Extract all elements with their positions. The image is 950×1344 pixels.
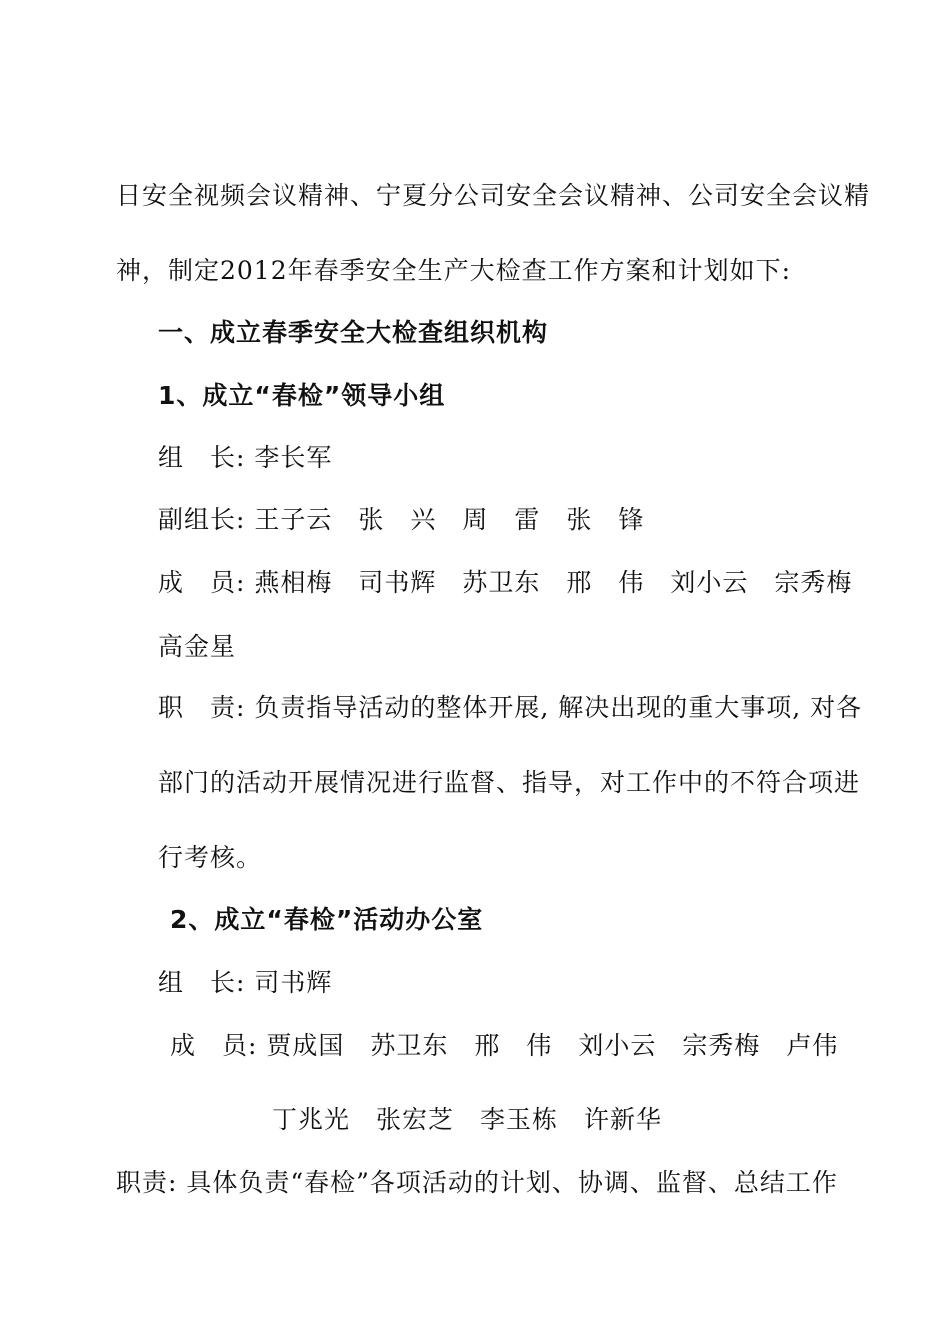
section-heading-organization: 一、成立春季安全大检查组织机构 <box>158 318 549 347</box>
office-duty-line-1: 职责: 具体负责“春检”各项活动的计划、协调、监督、总结工作 <box>116 1168 838 1197</box>
office-leader: 组 长: 司书辉 <box>158 968 333 997</box>
leadership-members-line-1: 成 员: 燕相梅 司书辉 苏卫东 邢 伟 刘小云 宗秀梅 <box>158 568 853 597</box>
leadership-members-line-2: 高金星 <box>158 632 237 661</box>
leadership-duty-line-3: 行考核。 <box>158 843 263 872</box>
leadership-deputy: 副组长: 王子云 张 兴 周 雷 张 锋 <box>158 505 645 534</box>
office-members-line-2: 丁兆光 张宏芝 李玉栋 许新华 <box>272 1105 663 1134</box>
office-members-line-1: 成 员: 贾成国 苏卫东 邢 伟 刘小云 宗秀梅 卢伟 <box>170 1031 839 1060</box>
intro-line-2: 神，制定2012年春季安全生产大检查工作方案和计划如下: <box>116 256 792 285</box>
subheading-leadership-group: 1、成立“春检”领导小组 <box>158 381 446 410</box>
leadership-duty-line-2: 部门的活动开展情况进行监督、指导，对工作中的不符合项进 <box>158 768 861 797</box>
leadership-leader: 组 长: 李长军 <box>158 443 333 472</box>
subheading-activity-office: 2、成立“春检”活动办公室 <box>170 905 484 934</box>
leadership-duty-line-1: 职 责: 负责指导活动的整体开展, 解决出现的重大事项, 对各 <box>158 693 863 722</box>
intro-line-1: 日安全视频会议精神、宁夏分公司安全会议精神、公司安全会议精 <box>116 181 871 210</box>
